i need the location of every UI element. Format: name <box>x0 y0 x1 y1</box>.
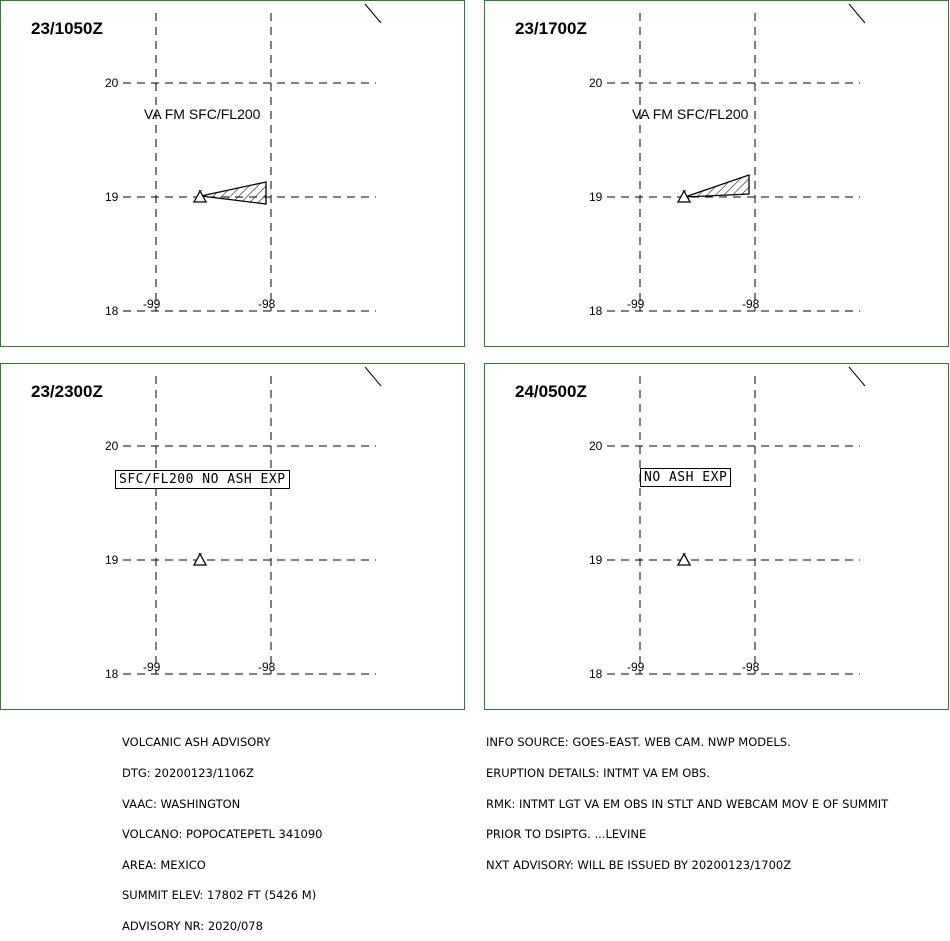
lat-label: 19 <box>589 190 603 204</box>
forecast-panel-1 <box>0 0 465 347</box>
volcano-triangle-icon <box>678 185 690 202</box>
no-ash-box: NO ASH EXP <box>640 468 731 487</box>
lat-label: 20 <box>105 439 119 453</box>
advisory-line: SUMMIT ELEV: 17802 FT (5426 M) <box>122 888 317 903</box>
lon-label: -98 <box>742 297 760 311</box>
advisory-line: DTG: 20200123/1106Z <box>122 766 254 780</box>
remarks-line: RMK: INTMT LGT VA EM OBS IN STLT AND WEBCAM MOV E OF SUMMIT <box>486 796 889 811</box>
ash-polygon <box>201 182 266 204</box>
advisory-remarks-block <box>486 717 888 880</box>
lat-label: 19 <box>105 190 119 204</box>
coastline-segment <box>365 367 381 386</box>
svg-text:⌄: ⌄ <box>197 548 204 557</box>
map-grid-4 <box>485 364 950 711</box>
coastline-segment <box>849 4 865 23</box>
volcano-triangle-icon <box>678 548 690 565</box>
forecast-panel-3 <box>0 363 465 710</box>
ash-label: VA FM SFC/FL200 <box>144 106 261 122</box>
remarks-line: PRIOR TO DSIPTG. ...LEVINE <box>486 827 647 842</box>
coastline-segment <box>849 367 865 386</box>
svg-text:⌄: ⌄ <box>197 185 204 194</box>
lat-label: 20 <box>589 76 603 90</box>
lon-label: -99 <box>143 660 161 674</box>
ash-polygon <box>685 175 749 197</box>
ash-label: VA FM SFC/FL200 <box>632 106 749 122</box>
lat-label: 19 <box>105 553 119 567</box>
panel-time: 24/0500Z <box>515 382 587 401</box>
forecast-panel-2 <box>484 0 949 347</box>
advisory-line: AREA: MEXICO <box>122 857 206 872</box>
volcano-triangle-icon <box>194 185 206 202</box>
advisory-line: ADVISORY NR: 2020/078 <box>122 918 263 933</box>
panel-time: 23/1050Z <box>31 19 103 38</box>
coastline-segment <box>365 4 381 23</box>
lat-label: 20 <box>589 439 603 453</box>
lon-label: -98 <box>742 660 760 674</box>
lat-label: 19 <box>589 553 603 567</box>
lat-label: 18 <box>589 667 603 681</box>
panel-time: 23/2300Z <box>31 382 103 401</box>
map-grid-2 <box>485 1 950 348</box>
remarks-line: NXT ADVISORY: WILL BE ISSUED BY 20200123/1700Z <box>486 857 792 872</box>
volcano-triangle-icon <box>194 548 206 565</box>
lat-label: 18 <box>105 304 119 318</box>
panel-time: 23/1700Z <box>515 19 587 38</box>
lat-label: 20 <box>105 76 119 90</box>
lon-label: -98 <box>258 297 276 311</box>
lon-label: -99 <box>143 297 161 311</box>
remarks-line: INFO SOURCE: GOES-EAST. WEB CAM. NWP MODELS. <box>486 735 791 750</box>
advisory-line: VOLCANO: POPOCATEPETL 341090 <box>122 827 323 842</box>
advisory-line: VAAC: WASHINGTON <box>122 796 241 811</box>
lon-label: -98 <box>258 660 276 674</box>
svg-text:⌄: ⌄ <box>681 185 688 194</box>
lat-label: 18 <box>589 304 603 318</box>
lat-label: 18 <box>105 667 119 681</box>
advisory-header-block <box>122 717 322 941</box>
map-grid-1 <box>1 1 466 348</box>
advisory-line: VOLCANIC ASH ADVISORY <box>122 735 271 750</box>
map-grid-3 <box>1 364 466 711</box>
svg-text:⌄: ⌄ <box>681 548 688 557</box>
lon-label: -99 <box>627 297 645 311</box>
remarks-line: ERUPTION DETAILS: INTMT VA EM OBS. <box>486 766 710 780</box>
no-ash-box: SFC/FL200 NO ASH EXP <box>115 470 290 489</box>
lon-label: -99 <box>627 660 645 674</box>
forecast-panel-4 <box>484 363 949 710</box>
